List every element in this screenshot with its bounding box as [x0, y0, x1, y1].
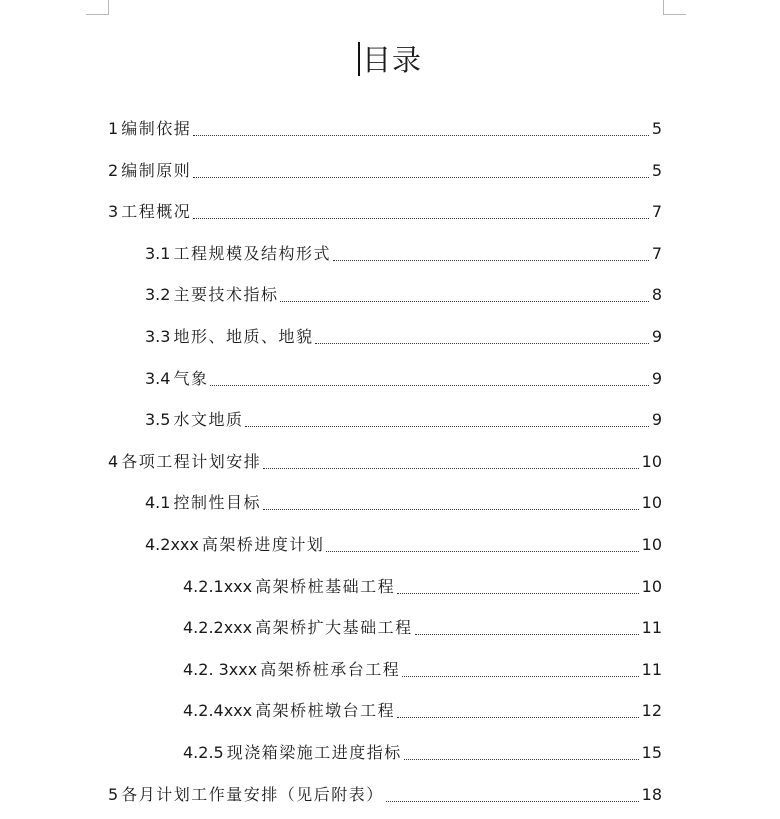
- toc-dot-leader: [315, 342, 648, 344]
- toc-dot-leader: [263, 508, 639, 510]
- toc-entry[interactable]: [0, 575, 662, 599]
- toc-entry-number: 3.3: [145, 327, 171, 346]
- toc-entry-page-number: 12: [641, 701, 662, 720]
- toc-dot-leader: [404, 758, 639, 760]
- toc-entry[interactable]: [0, 533, 662, 557]
- text-cursor: [358, 42, 360, 76]
- toc-entry-page-number: 9: [651, 369, 662, 388]
- toc-entry-number: 4.2.5: [183, 743, 224, 762]
- toc-entry-title: 气象: [173, 369, 209, 388]
- toc-entry[interactable]: [0, 699, 662, 723]
- toc-entry-number: 4.2. 3xxx: [183, 660, 258, 679]
- toc-dot-leader: [326, 550, 638, 552]
- toc-entry-title: 高架桥桩墩台工程: [255, 701, 396, 720]
- toc-entry-page-number: 18: [641, 785, 662, 804]
- toc-dot-leader: [397, 716, 639, 718]
- toc-entry-title: 各项工程计划安排: [121, 452, 262, 471]
- toc-dot-leader: [245, 425, 648, 427]
- toc-entry[interactable]: [0, 242, 662, 266]
- toc-entry-number: 4: [108, 452, 119, 471]
- toc-entry-page-number: 10: [641, 535, 662, 554]
- toc-entry[interactable]: [0, 325, 662, 349]
- toc-entry[interactable]: [0, 741, 662, 765]
- toc-entry-number: 3.2: [145, 285, 171, 304]
- toc-entry-number: 3.4: [145, 369, 171, 388]
- toc-entry[interactable]: [0, 283, 662, 307]
- toc-dot-leader: [210, 384, 648, 386]
- toc-entry-title: 编制依据: [121, 119, 192, 138]
- toc-entry-title: 地形、地质、地貌: [173, 327, 314, 346]
- toc-entry-title: 工程规模及结构形式: [173, 244, 331, 263]
- toc-entry-number: 3: [108, 202, 119, 221]
- toc-entry-number: 2: [108, 161, 119, 180]
- toc-entry-title: 高架桥进度计划: [201, 535, 325, 554]
- toc-entry-title: 高架桥桩基础工程: [255, 577, 396, 596]
- toc-entry[interactable]: [0, 658, 662, 682]
- toc-dot-leader: [333, 259, 649, 261]
- toc-dot-leader: [397, 592, 639, 594]
- toc-dot-leader: [280, 300, 648, 302]
- toc-entry-title: 水文地质: [173, 410, 244, 429]
- toc-entry-page-number: 11: [641, 618, 662, 637]
- toc-entry-title: 高架桥扩大基础工程: [255, 618, 413, 637]
- toc-entry-number: 4.2.1xxx: [183, 577, 253, 596]
- toc-entry[interactable]: [0, 783, 662, 807]
- toc-entry-page-number: 8: [651, 285, 662, 304]
- toc-entry-page-number: 5: [651, 119, 662, 138]
- crop-mark-top-right: [663, 0, 686, 15]
- toc-entry-page-number: 7: [651, 202, 662, 221]
- toc-entry-number: 3.5: [145, 410, 171, 429]
- toc-entry[interactable]: [0, 200, 662, 224]
- crop-mark-top-left: [86, 0, 109, 15]
- toc-dot-leader: [263, 467, 638, 469]
- toc-entry-number: 4.2xxx: [145, 535, 199, 554]
- toc-dot-leader: [386, 800, 639, 802]
- toc-entry[interactable]: [0, 117, 662, 141]
- toc-entry-number: 4.2.4xxx: [183, 701, 253, 720]
- toc-entry[interactable]: [0, 491, 662, 515]
- toc-entry-number: 5: [108, 785, 119, 804]
- toc-entry-page-number: 9: [651, 327, 662, 346]
- toc-entry-page-number: 7: [651, 244, 662, 263]
- toc-entry-title: 高架桥桩承台工程: [260, 660, 401, 679]
- toc-entry-page-number: 10: [641, 577, 662, 596]
- toc-entry[interactable]: [0, 408, 662, 432]
- toc-entry-page-number: 11: [641, 660, 662, 679]
- toc-entry-number: 4.2.2xxx: [183, 618, 253, 637]
- toc-entry-page-number: 10: [641, 452, 662, 471]
- toc-heading-text: 目录: [361, 43, 422, 77]
- toc-entry-title: 主要技术指标: [173, 285, 279, 304]
- toc-dot-leader: [193, 217, 649, 219]
- toc-dot-leader: [193, 134, 649, 136]
- toc-entry-number: 1: [108, 119, 119, 138]
- toc-entry-page-number: 5: [651, 161, 662, 180]
- toc-entry[interactable]: [0, 367, 662, 391]
- toc-dot-leader: [402, 675, 638, 677]
- toc-entry-title: 现浇箱梁施工进度指标: [226, 743, 402, 762]
- toc-entry-title: 各月计划工作量安排（见后附表）: [121, 785, 384, 804]
- toc-entry-page-number: 9: [651, 410, 662, 429]
- toc-entry[interactable]: [0, 159, 662, 183]
- toc-entry[interactable]: [0, 616, 662, 640]
- toc-entry[interactable]: [0, 450, 662, 474]
- toc-entry-title: 控制性目标: [173, 493, 261, 512]
- toc-dot-leader: [415, 633, 639, 635]
- toc-entry-title: 工程概况: [121, 202, 192, 221]
- toc-entry-number: 4.1: [145, 493, 171, 512]
- toc-entry-title: 编制原则: [121, 161, 192, 180]
- toc-entry-page-number: 10: [641, 493, 662, 512]
- toc-heading[interactable]: [0, 38, 780, 82]
- toc-entry-number: 3.1: [145, 244, 171, 263]
- toc-dot-leader: [193, 176, 649, 178]
- toc-entry-page-number: 15: [641, 743, 662, 762]
